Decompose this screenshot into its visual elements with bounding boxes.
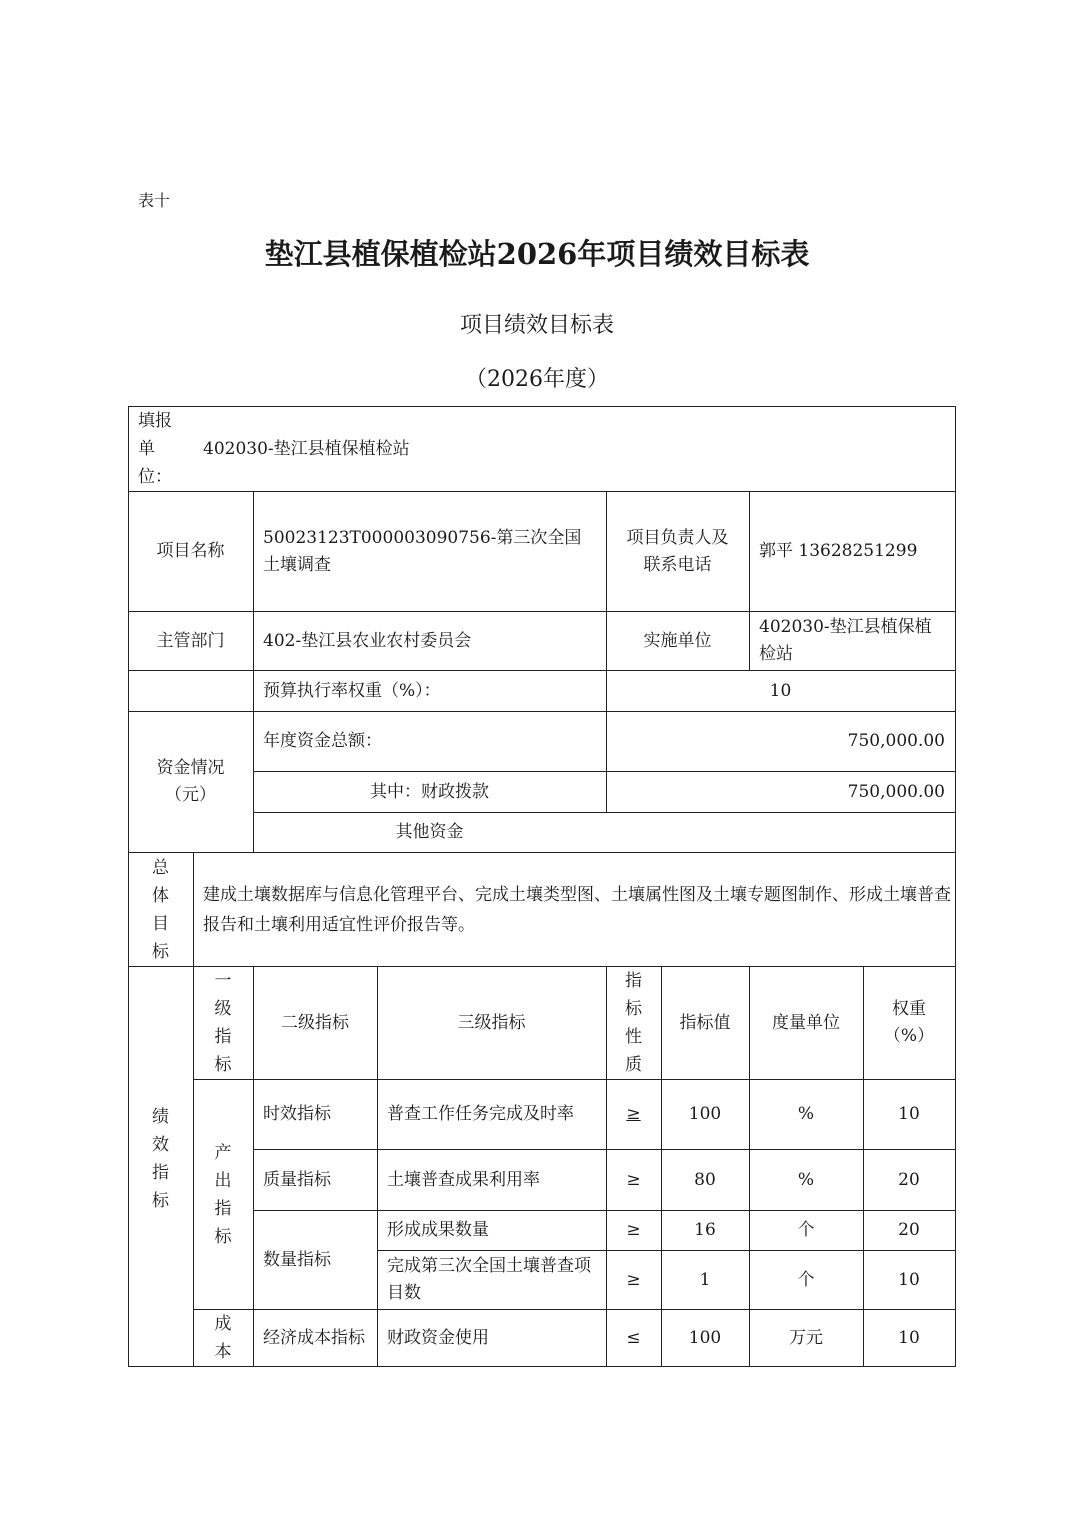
header-nature-part: 指 [625,971,642,991]
implementing-unit-label: 实施单位 [643,630,712,651]
header-nature-part: 性 [625,1027,642,1047]
overall-goal-label-part: 标 [152,941,169,962]
overall-goal-label-part: 体 [152,885,169,906]
project-name-value: 50023123T000003090756-第三次全国土壤调查 [263,527,582,575]
implementing-unit-value: 402030-垫江县植保植检站 [759,617,932,664]
header-unit: 度量单位 [772,1012,840,1033]
row-level3: 财政资金使用 [387,1327,489,1348]
row-value: 1 [699,1269,711,1290]
row-unit: % [797,1104,815,1124]
overall-goal-label-part: 目 [152,913,169,934]
reporting-unit-value: 402030-垫江县植保植检站 [203,438,410,459]
header-nature [606,967,661,1079]
indicators-section-label-part: 指 [152,1163,169,1183]
row-nature: ≥ [626,1104,641,1124]
level1-label-part: 本 [214,1342,232,1362]
row-unit: 万元 [789,1327,823,1348]
row-level3: 普查工作任务完成及时率 [387,1104,574,1124]
table-border-bottom [128,1366,956,1367]
header-level1-part: 级 [214,999,232,1019]
row-value: 100 [688,1327,722,1348]
row-nature: ≥ [626,1169,641,1190]
overall-goal-label-part: 总 [152,857,169,878]
funds-other-label: 其他资金 [395,822,464,842]
funds-other-value [606,813,955,852]
row-weight: 10 [898,1269,920,1290]
header-nature-part: 质 [625,1055,642,1075]
indicators-section-label-part: 效 [152,1135,169,1155]
department-value: 402-垫江县农业农村委员会 [263,630,472,651]
reporting-unit-label [128,407,188,491]
row-unit: 个 [797,1220,815,1240]
row-unit: % [797,1169,815,1190]
department-label: 主管部门 [156,630,225,651]
table-border-right [955,406,956,1367]
reporting-unit-label-part: 填报 [138,411,172,431]
document-title: 垫江县植保植检站2026年项目绩效目标表 [264,237,810,271]
row-level3: 形成成果数量 [387,1220,489,1240]
row-level3: 土壤普查成果利用率 [387,1169,540,1190]
header-weight: 权重（%） [883,999,935,1046]
level1-label-part: 成 [214,1314,232,1334]
level1-label-part: 产 [214,1142,232,1163]
reporting-unit-label-part: 位： [138,467,172,487]
funds-label: 资金情况（元） [156,758,225,805]
row-level2: 时效指标 [263,1104,331,1124]
indicators-section-label [128,1079,193,1239]
level1-label-part: 出 [214,1170,232,1191]
row-level2: 数量指标 [263,1249,331,1270]
row-value: 16 [694,1220,716,1240]
funds-total-value: 750,000.00 [847,731,945,751]
row-nature: ≤ [626,1327,641,1348]
header-level1-part: 一 [214,971,232,991]
row-level2: 经济成本指标 [263,1327,365,1348]
row-value: 80 [694,1169,716,1190]
indicators-section-label-part: 标 [152,1191,169,1211]
project-contact-value: 郭平 13628251299 [759,541,918,561]
project-name-label: 项目名称 [156,541,225,561]
header-level2: 二级指标 [281,1012,349,1033]
budget-weight-value: 10 [769,680,792,701]
row-weight: 10 [898,1104,920,1124]
row-nature: ≥ [626,1269,641,1290]
row-weight: 20 [898,1169,920,1190]
overall-goal-label [128,853,193,966]
row-level2: 质量指标 [263,1169,331,1190]
header-level1 [193,967,253,1079]
overall-goal-value: 建成土壤数据库与信息化管理平台、完成土壤类型图、土壤属性图及土壤专题图制作、形成土壤普查报告和土壤利用适宜性评价报告等。 [203,884,951,935]
level1-output-indicators [193,1080,253,1309]
row-unit: 个 [797,1269,815,1290]
row-weight: 10 [898,1327,920,1348]
header-nature-part: 标 [625,999,642,1019]
document-subtitle: 项目绩效目标表 [459,313,614,338]
budget-weight-label: 预算执行率权重（%）： [263,680,441,701]
level1-label-part: 标 [214,1226,232,1247]
indicators-section-label-part: 绩 [152,1107,169,1127]
row-level3: 完成第三次全国土壤普查项目数 [387,1256,591,1303]
funds-total-label: 年度资金总额： [263,731,382,751]
row-nature: ≥ [626,1220,641,1240]
header-value: 指标值 [679,1012,731,1033]
project-contact-label: 项目负责人及联系电话 [626,527,729,575]
header-level1-part: 标 [214,1055,232,1075]
level1-label-part: 指 [214,1198,232,1219]
header-level1-part: 指 [214,1027,232,1047]
header-level3: 三级指标 [457,1012,526,1033]
funds-fiscal-label: 其中：财政拨款 [370,781,489,802]
funds-fiscal-value: 750,000.00 [847,781,945,802]
table-number-label: 表十 [138,191,171,210]
document-year: （2026年度） [465,367,609,392]
row-value: 100 [688,1104,722,1124]
reporting-unit-label-part: 单 [138,439,155,459]
level1-cost-indicators [193,1310,253,1366]
row-weight: 20 [898,1220,920,1240]
